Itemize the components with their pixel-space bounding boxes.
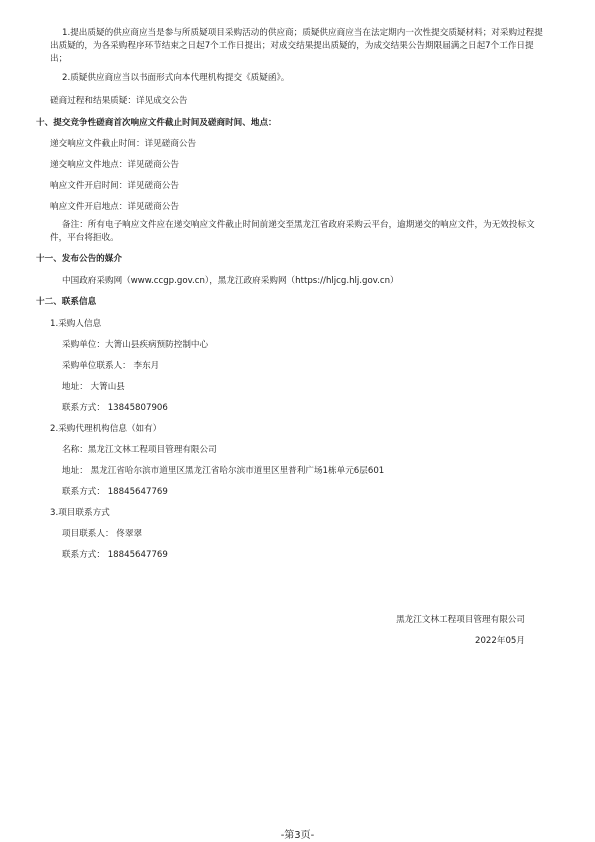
- challenge-rule-1: 1.提出质疑的供应商应当是参与所质疑项目采购活动的供应商；质疑供应商应当在法定期内一次性提交质疑材料；对采购过程提出质疑的，为各采购程序环节结束之日起7个工作日提出；对成交结果提出质疑的，为成交结果公告期限届满之日起7个工作日提出；: [50, 28, 543, 64]
- agency-name: 名称：黑龙江文林工程项目管理有限公司: [62, 445, 217, 455]
- page-number: -第3页-: [280, 830, 315, 841]
- purchaser-contact: 采购单位联系人： 李东月: [62, 361, 160, 371]
- agency-address: 地址： 黑龙江省哈尔滨市道里区黑龙江省哈尔滨市道里区里普利广场1栋单元6层601: [62, 466, 385, 476]
- project-contact-phone: 联系方式： 18845647769: [62, 550, 168, 560]
- section-11-heading: 十一、发布公告的媒介: [36, 254, 122, 264]
- project-contact-person: 项目联系人： 佟翠翠: [62, 529, 143, 539]
- opening-location: 响应文件开启地点：详见磋商公告: [50, 202, 179, 212]
- project-contact-title: 3.项目联系方式: [50, 508, 110, 518]
- purchaser-info-title: 1.采购人信息: [50, 319, 102, 329]
- purchaser-address: 地址： 大箐山县: [62, 382, 125, 392]
- submit-location: 递交响应文件地点：详见磋商公告: [50, 160, 179, 170]
- opening-time: 响应文件开启时间：详见磋商公告: [50, 181, 179, 191]
- challenge-rule-2: 2.质疑供应商应当以书面形式向本代理机构提交《质疑函》。: [62, 73, 290, 83]
- section-12-heading: 十二、联系信息: [36, 297, 97, 307]
- signature-date: 2022年05月: [475, 636, 525, 646]
- purchaser-phone: 联系方式： 13845807906: [62, 403, 168, 413]
- section-10-heading: 十、提交竞争性磋商首次响应文件截止时间及磋商时间、地点：: [36, 118, 277, 128]
- signature-company: 黑龙江文林工程项目管理有限公司: [396, 615, 525, 625]
- challenge-process-note: 磋商过程和结果质疑：详见成交公告: [50, 96, 188, 106]
- remarks: 备注：所有电子响应文件应在递交响应文件截止时间前递交至黑龙江省政府采购云平台，逾期递交的响应文件，为无效投标文件，平台将拒收。: [50, 220, 535, 243]
- submit-deadline: 递交响应文件截止时间：详见磋商公告: [50, 139, 197, 149]
- purchaser-unit: 采购单位：大箐山县疾病预防控制中心: [62, 340, 209, 350]
- agency-info-title: 2.采购代理机构信息（如有）: [50, 424, 162, 434]
- media-sites: 中国政府采购网（www.ccgp.gov.cn），黑龙江政府采购网（https://hljcg.hlj.gov.cn）: [62, 276, 399, 286]
- agency-phone: 联系方式： 18845647769: [62, 487, 168, 497]
